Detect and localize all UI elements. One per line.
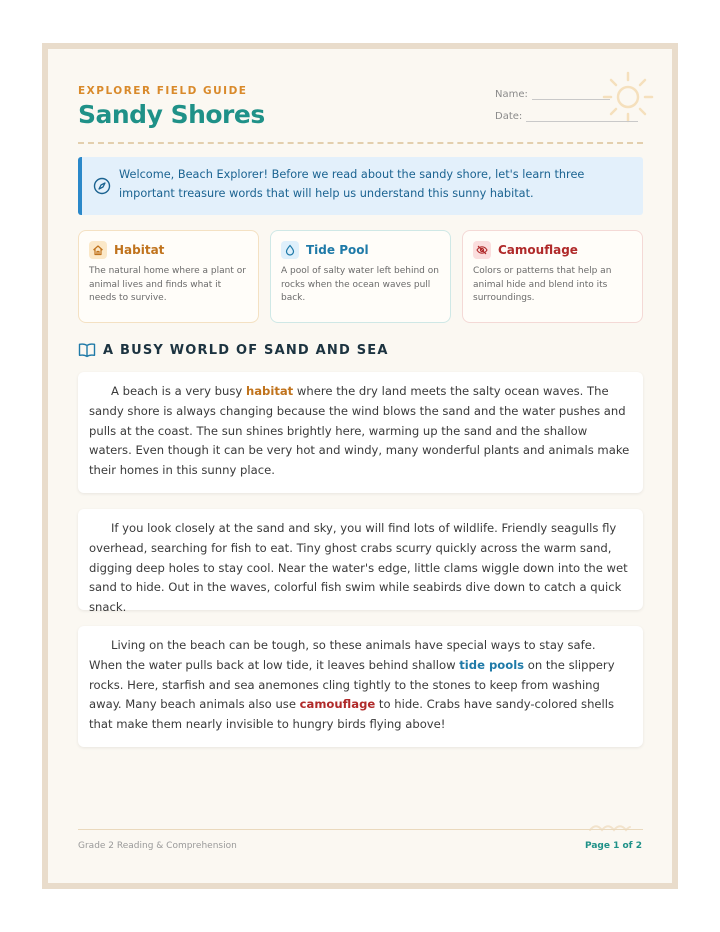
keyword-habitat: habitat [245,384,294,398]
paragraph-text: on the slippery rocks. Here, starfish and sea anemones cling tightly to the stones to keep from washing away. Many beach animals also use [89,657,615,712]
page-number: Page 1 of 2 [585,841,642,851]
callout-text: Welcome, Beach Explorer! Before we read about the sandy shore, let's learn three important treasure words that will help us understand this sunny habitat. [119,168,585,200]
guide-kicker: EXPLORER FIELD GUIDE [78,85,248,97]
reading-paragraph-3 [78,626,643,747]
vocab-term: Tide Pool [306,243,369,257]
worksheet-page [48,49,672,883]
date-line[interactable] [526,111,638,122]
eye-slash-icon [473,241,491,259]
paragraph-text: Living on the beach can be tough, so these animals have special ways to stay safe. When the water pulls back at low tide, it leaves behind shallow [89,638,596,672]
house-icon [89,241,107,259]
name-line[interactable] [532,89,610,100]
reading-paragraph-1 [78,372,643,493]
date-label: Date: [495,111,523,122]
keyword-tide-pools: tide pools [459,657,525,672]
name-label: Name: [495,89,528,100]
vocab-card-habitat [78,230,259,323]
droplet-icon [281,241,299,259]
header-divider [78,142,643,144]
vocab-definition: A pool of salty water left behind on rocks when the ocean waves pull back. [281,266,439,304]
section-heading [78,342,389,358]
reading-paragraph-2 [78,509,643,615]
paragraph-text: to hide. Crabs have sandy-colored shells that make them nearly invisible to hungry birds flying above! [89,697,615,732]
name-field[interactable] [495,89,610,100]
wave-decoration-icon [588,821,632,835]
section-title: A BUSY WORLD OF SAND AND SEA [103,342,389,358]
paragraph-text: A beach is a very busy [111,384,246,398]
open-book-icon [78,342,96,358]
vocab-definition: The natural home where a plant or animal lives and finds what it needs to survive. [89,266,246,304]
vocab-term: Camouflage [498,243,578,257]
vocab-card-camouflage [462,230,643,323]
date-field[interactable] [495,111,638,122]
welcome-callout [78,157,643,215]
paragraph-text: where the dry land meets the salty ocean waves. The sandy shore is always changing because the wind blows the sand and the water pushes and pulls at the coast. The sun shines brightly here, warming up the sand and the shallow waters. Even though it can be very hot and windy, many wonderful plants and animals make their homes in this sunny place. [89,384,630,478]
compass-icon [93,177,111,195]
footer-course: Grade 2 Reading & Comprehension [78,841,237,851]
keyword-camouflage: camouflage [299,697,376,712]
paragraph-text: If you look closely at the sand and sky, you will find lots of wildlife. Friendly seagulls fly overhead, searching for fish to eat. Tiny ghost crabs scurry quickly across the warm sand, digging deep holes to stay cool. Near the water's edge, little clams wiggle down into the wet sand to hide. Out in the waves, colorful fish swim while seabirds dive down to catch a quick snack. [89,521,628,615]
footer-divider [78,829,643,830]
vocab-definition: Colors or patterns that help an animal hide and blend into its surroundings. [473,266,612,304]
page-frame [42,43,678,889]
vocab-card-tide-pool [270,230,451,323]
vocab-term: Habitat [114,243,165,257]
page-title: Sandy Shores [78,100,265,129]
